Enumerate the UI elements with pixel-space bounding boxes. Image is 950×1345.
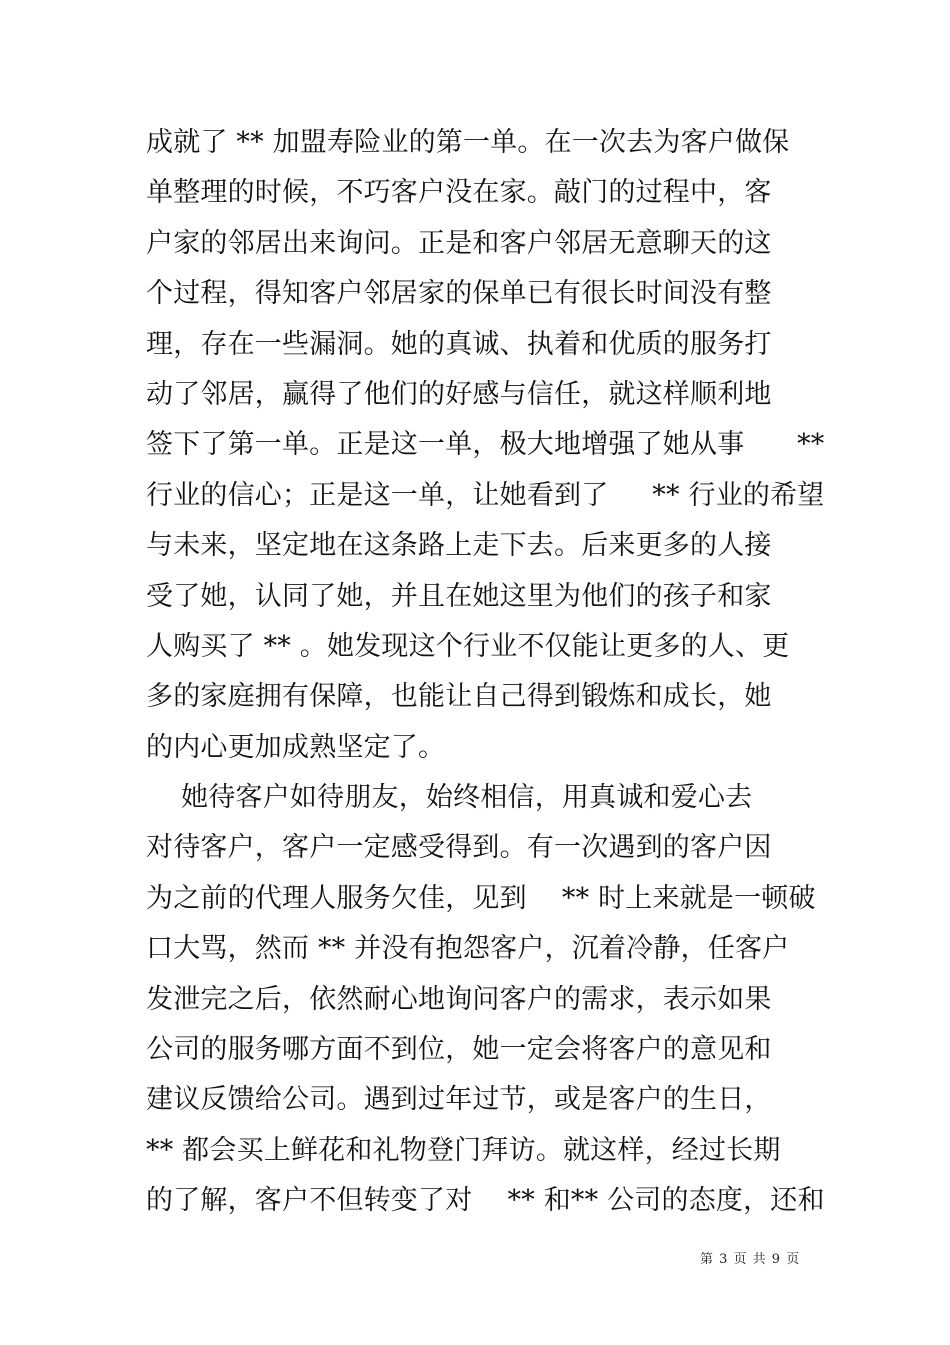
body-text <box>146 118 826 1227</box>
text-line: 口大骂，然而 ** 并没有抱怨客户，沉着冷静，任客户 <box>146 933 790 965</box>
text-line: 的了解，客户不但转变了对 ** 和** 公司的态度，还和 <box>146 1185 825 1217</box>
text-line: 建议反馈给公司。遇到过年过节，或是客户的生日， <box>146 1084 772 1116</box>
text-line: 人购买了 ** 。她发现这个行业不仅能让更多的人、更 <box>146 630 790 662</box>
text-line: 单整理的时候，不巧客户没在家。敲门的过程中，客 <box>146 177 772 209</box>
text-line: 的内心更加成熟坚定了。 <box>146 731 446 763</box>
text-line: 签下了第一单。正是这一单，极大地增强了她从事 ** <box>146 429 825 461</box>
text-line: 理，存在一些漏洞。她的真诚、执着和优质的服务打 <box>146 328 772 360</box>
text-line: 对待客户，客户一定感受得到。有一次遇到的客户因 <box>146 832 772 864</box>
text-line: 为之前的代理人服务欠佳，见到 ** 时上来就是一顿破 <box>146 882 816 914</box>
page-number-footer: 第 3 页 共 9 页 <box>700 1252 801 1267</box>
text-line: 成就了 ** 加盟寿险业的第一单。在一次去为客户做保 <box>146 127 790 158</box>
text-line: ** 都会买上鲜花和礼物登门拜访。就这样，经过长期 <box>146 1134 781 1166</box>
text-line: 行业的信心；正是这一单，让她看到了 ** 行业的希望 <box>146 479 825 511</box>
text-line: 户家的邻居出来询问。正是和客户邻居无意聊天的这 <box>146 227 772 259</box>
text-line: 多的家庭拥有保障，也能让自己得到锻炼和成长，她 <box>146 681 772 713</box>
text-line: 发泄完之后，依然耐心地询问客户的需求，表示如果 <box>146 983 772 1015</box>
text-line: 与未来，坚定地在这条路上走下去。后来更多的人接 <box>146 530 772 562</box>
text-line: 动了邻居，赢得了他们的好感与信任，就这样顺利地 <box>146 378 772 410</box>
text-line: 受了她，认同了她，并且在她这里为他们的孩子和家 <box>146 580 772 612</box>
text-line: 她待客户如待朋友，始终相信，用真诚和爱心去 <box>146 782 753 814</box>
text-line: 公司的服务哪方面不到位，她一定会将客户的意见和 <box>146 1034 772 1066</box>
text-line: 个过程，得知客户邻居家的保单已有很长时间没有整 <box>146 278 772 310</box>
